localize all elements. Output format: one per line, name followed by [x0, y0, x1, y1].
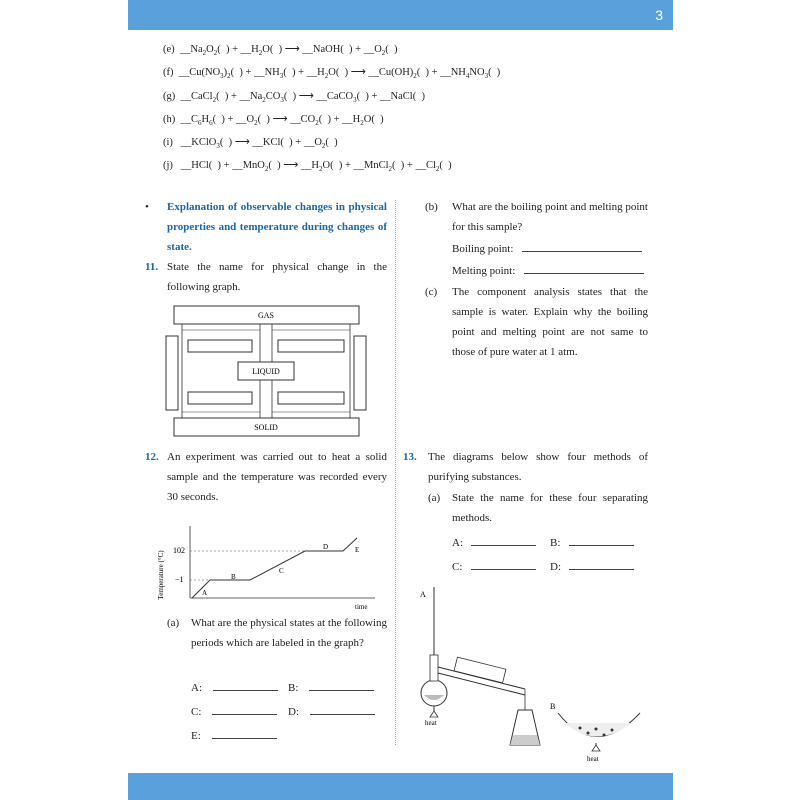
q13-number: 13.: [403, 451, 417, 463]
graph-tick-low: −1: [175, 575, 184, 584]
q12a-answer-a[interactable]: A:: [191, 678, 278, 698]
equation-j: (j) __HCl( ) + __MnO$_2$( ) ⟶ $\_\_H_2O$( ) + __MnCl$_2$( ) + $\_\_Cl_2$( ): [163, 160, 452, 174]
liquid-label: LIQUID: [252, 367, 280, 376]
graph-point-a: A: [202, 589, 208, 597]
q11-text: State the name for physical change in the following graph.: [167, 261, 387, 293]
graph-point-c: C: [279, 567, 284, 575]
q12b-label: (b): [425, 201, 438, 213]
page-number: 3: [655, 7, 663, 23]
answer-box-right-vertical: [354, 336, 366, 410]
graph-xlabel: time: [355, 603, 368, 611]
q13a-answer-d[interactable]: D:: [550, 557, 634, 577]
q12a-answer-c[interactable]: C:: [191, 702, 277, 722]
heat-label-b: heat: [587, 755, 599, 763]
q12a-label: (a): [167, 617, 180, 629]
q12c-label: (c): [425, 286, 438, 298]
equation-i: (i) __KClO$_3$( ) ⟶ __KCl( ) + $\_\_O_2$( ): [163, 137, 338, 151]
graph-point-d: D: [323, 543, 329, 551]
melting-point-field[interactable]: Melting point:: [452, 261, 644, 281]
section-heading: Explanation of observable changes in physical properties and temperature during changes of state.: [167, 201, 387, 253]
q13a-label: (a): [428, 492, 441, 504]
equation-h: (h) $\_\_C_6H_6$( ) + $\_\_O_2$( ) ⟶ $\_\_CO_2$( ) + $\_\_H_2O$( ): [163, 114, 384, 128]
top-banner: [128, 0, 673, 30]
q12a-answer-e[interactable]: E:: [191, 726, 277, 746]
q11-number: 11.: [145, 261, 159, 273]
heat-label-a: heat: [425, 719, 437, 727]
q12a-text: What are the physical states at the following periods which are labeled in the graph?: [191, 617, 387, 649]
fig-label-b: B: [550, 702, 556, 711]
gas-label: GAS: [257, 311, 275, 320]
fig-label-a: A: [420, 590, 426, 599]
answer-box-liquid-gas: [278, 340, 344, 352]
answer-box-solid-liquid: [278, 392, 344, 404]
answer-box-left-vertical: [166, 336, 178, 410]
q12a-answer-d[interactable]: D:: [288, 702, 375, 722]
graph-point-b: B: [231, 573, 236, 581]
q12a-answer-b[interactable]: B:: [288, 678, 374, 698]
graph-point-e: E: [355, 546, 360, 554]
q12c-text: The component analysis states that the sample is water. Explain why the boiling point and melting point are not same to those of pure water at 1 atm.: [452, 286, 648, 358]
q12-text: An experiment was carried out to heat a solid sample and the temperature was recorded every 30 seconds.: [167, 451, 387, 503]
equation-e: (e) $\_\_Na_2O_2$( ) + $\_\_H_2O$( ) ⟶ __NaOH( ) + $\_\_O_2$( ): [163, 44, 398, 58]
bottom-banner: [128, 773, 673, 800]
q13-text: The diagrams below show four methods of purifying substances.: [428, 451, 648, 483]
answer-box-gas-liquid: [188, 340, 252, 352]
solid-label: SOLID: [254, 423, 278, 432]
graph-ylabel: Temperature (°C): [157, 550, 165, 600]
q12b-text: What are the boiling point and melting point for this sample?: [452, 201, 648, 233]
bullet-icon: •: [145, 201, 149, 213]
equation-f: (f) $\_\_Cu(NO_3)_2$( ) + $\_\_NH_3$( ) + $\_\_H_2O$( ) ⟶ $\_\_Cu(OH)_2$( ) + $\_\_NH_4NO_3$( ): [163, 67, 501, 81]
answer-box-liquid-solid: [188, 392, 252, 404]
boiling-point-field[interactable]: Boiling point:: [452, 239, 642, 259]
q13a-answer-b[interactable]: B:: [550, 533, 634, 553]
q12-number: 12.: [145, 451, 159, 463]
heating-curve-graph: [155, 522, 380, 614]
equation-g: (g) __CaCl$_2$( ) + $\_\_Na_2CO_3$( ) ⟶ __CaCO$_3$( ) + __NaCl( ): [163, 91, 425, 105]
phase-change-diagram: [160, 300, 380, 445]
q13a-answer-c[interactable]: C:: [452, 557, 536, 577]
q13a-text: State the name for these four separating methods.: [452, 492, 648, 524]
separation-methods-figure: [410, 585, 650, 765]
q13a-answer-a[interactable]: A:: [452, 533, 536, 553]
graph-tick-high: 102: [173, 546, 185, 555]
column-divider: [395, 200, 396, 745]
